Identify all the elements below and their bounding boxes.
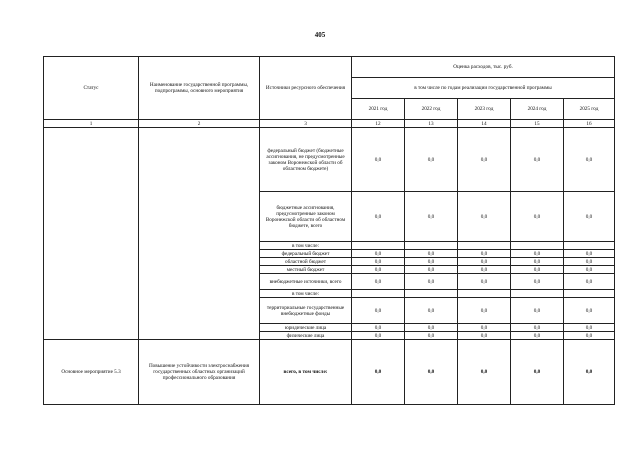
header-source: Источники ресурсного обеспечения — [260, 57, 352, 120]
page-number: 405 — [314, 31, 326, 39]
column-number: 14 — [458, 120, 511, 128]
source-cell: физические лица — [260, 332, 352, 340]
value-cell: 0,0 — [458, 258, 511, 266]
value-cell — [511, 242, 564, 250]
name-cell-empty — [139, 128, 260, 340]
header-year: 2022 год — [405, 99, 458, 120]
value-cell: 0,0 — [352, 258, 405, 266]
main-event-status: Основное мероприятие 5.3 — [44, 340, 139, 405]
value-cell: 0,0 — [564, 258, 615, 266]
value-cell — [564, 242, 615, 250]
value-cell: 0,0 — [564, 298, 615, 324]
header-status: Статус — [44, 57, 139, 120]
value-cell: 0,0 — [352, 324, 405, 332]
value-cell — [458, 290, 511, 298]
main-event-value: 0,0 — [511, 340, 564, 405]
value-cell: 0,0 — [511, 298, 564, 324]
source-cell: территориальные государственные внебюджетные фонды — [260, 298, 352, 324]
column-number: 3 — [260, 120, 352, 128]
main-event-value: 0,0 — [405, 340, 458, 405]
value-cell: 0,0 — [352, 128, 405, 192]
value-cell: 0,0 — [564, 274, 615, 290]
source-cell: в том числе: — [260, 242, 352, 250]
value-cell: 0,0 — [352, 250, 405, 258]
column-number: 15 — [511, 120, 564, 128]
value-cell: 0,0 — [511, 192, 564, 242]
column-number: 12 — [352, 120, 405, 128]
value-cell: 0,0 — [458, 332, 511, 340]
value-cell: 0,0 — [511, 128, 564, 192]
value-cell — [405, 242, 458, 250]
value-cell: 0,0 — [564, 128, 615, 192]
header-by-years: в том числе по годам реализации государственной программы — [352, 78, 615, 99]
main-event-value: 0,0 — [352, 340, 405, 405]
value-cell: 0,0 — [352, 298, 405, 324]
column-number: 13 — [405, 120, 458, 128]
value-cell — [564, 290, 615, 298]
status-cell-empty — [44, 128, 139, 340]
value-cell — [352, 242, 405, 250]
value-cell: 0,0 — [458, 274, 511, 290]
value-cell: 0,0 — [564, 324, 615, 332]
value-cell — [405, 290, 458, 298]
source-cell: федеральный бюджет (бюджетные ассигнования, не предусмотренные законом Воронежской области об областном бюджете) — [260, 128, 352, 192]
source-cell: местный бюджет — [260, 266, 352, 274]
value-cell: 0,0 — [458, 266, 511, 274]
value-cell: 0,0 — [458, 192, 511, 242]
column-number: 16 — [564, 120, 615, 128]
value-cell — [352, 290, 405, 298]
value-cell: 0,0 — [511, 250, 564, 258]
value-cell: 0,0 — [511, 258, 564, 266]
value-cell: 0,0 — [564, 250, 615, 258]
main-event-source: всего, в том числе: — [260, 340, 352, 405]
main-event-name: Повышение устойчивости электроснабжения государственных областных организаций профессионального образования — [139, 340, 260, 405]
column-number: 1 — [44, 120, 139, 128]
header-year: 2024 год — [511, 99, 564, 120]
header-year: 2021 год — [352, 99, 405, 120]
value-cell: 0,0 — [352, 192, 405, 242]
header-program-name: Наименование государственной программы, подпрограммы, основного мероприятия — [139, 57, 260, 120]
value-cell: 0,0 — [405, 266, 458, 274]
value-cell: 0,0 — [405, 250, 458, 258]
value-cell: 0,0 — [405, 128, 458, 192]
value-cell: 0,0 — [352, 274, 405, 290]
value-cell: 0,0 — [405, 332, 458, 340]
value-cell: 0,0 — [458, 298, 511, 324]
source-cell: внебюджетные источники, всего — [260, 274, 352, 290]
header-year: 2023 год — [458, 99, 511, 120]
source-cell: в том числе: — [260, 290, 352, 298]
source-cell: областной бюджет — [260, 258, 352, 266]
value-cell: 0,0 — [352, 332, 405, 340]
value-cell: 0,0 — [511, 266, 564, 274]
main-event-value: 0,0 — [458, 340, 511, 405]
value-cell: 0,0 — [405, 324, 458, 332]
value-cell: 0,0 — [564, 332, 615, 340]
value-cell: 0,0 — [511, 324, 564, 332]
source-cell: бюджетные ассигнования, предусмотренные законом Воронежской области об областном бюджете, всего — [260, 192, 352, 242]
value-cell: 0,0 — [458, 324, 511, 332]
value-cell: 0,0 — [458, 128, 511, 192]
value-cell: 0,0 — [511, 274, 564, 290]
value-cell: 0,0 — [564, 266, 615, 274]
source-cell: юридические лица — [260, 324, 352, 332]
header-year: 2025 год — [564, 99, 615, 120]
value-cell: 0,0 — [564, 192, 615, 242]
column-number: 2 — [139, 120, 260, 128]
value-cell: 0,0 — [405, 192, 458, 242]
source-cell: федеральный бюджет — [260, 250, 352, 258]
value-cell: 0,0 — [511, 332, 564, 340]
header-estimate: Оценка расходов, тыс. руб. — [352, 57, 615, 78]
value-cell: 0,0 — [405, 274, 458, 290]
main-event-value: 0,0 — [564, 340, 615, 405]
value-cell: 0,0 — [458, 250, 511, 258]
value-cell: 0,0 — [352, 266, 405, 274]
value-cell: 0,0 — [405, 258, 458, 266]
value-cell — [511, 290, 564, 298]
value-cell: 0,0 — [405, 298, 458, 324]
value-cell — [458, 242, 511, 250]
budget-table — [43, 56, 615, 405]
